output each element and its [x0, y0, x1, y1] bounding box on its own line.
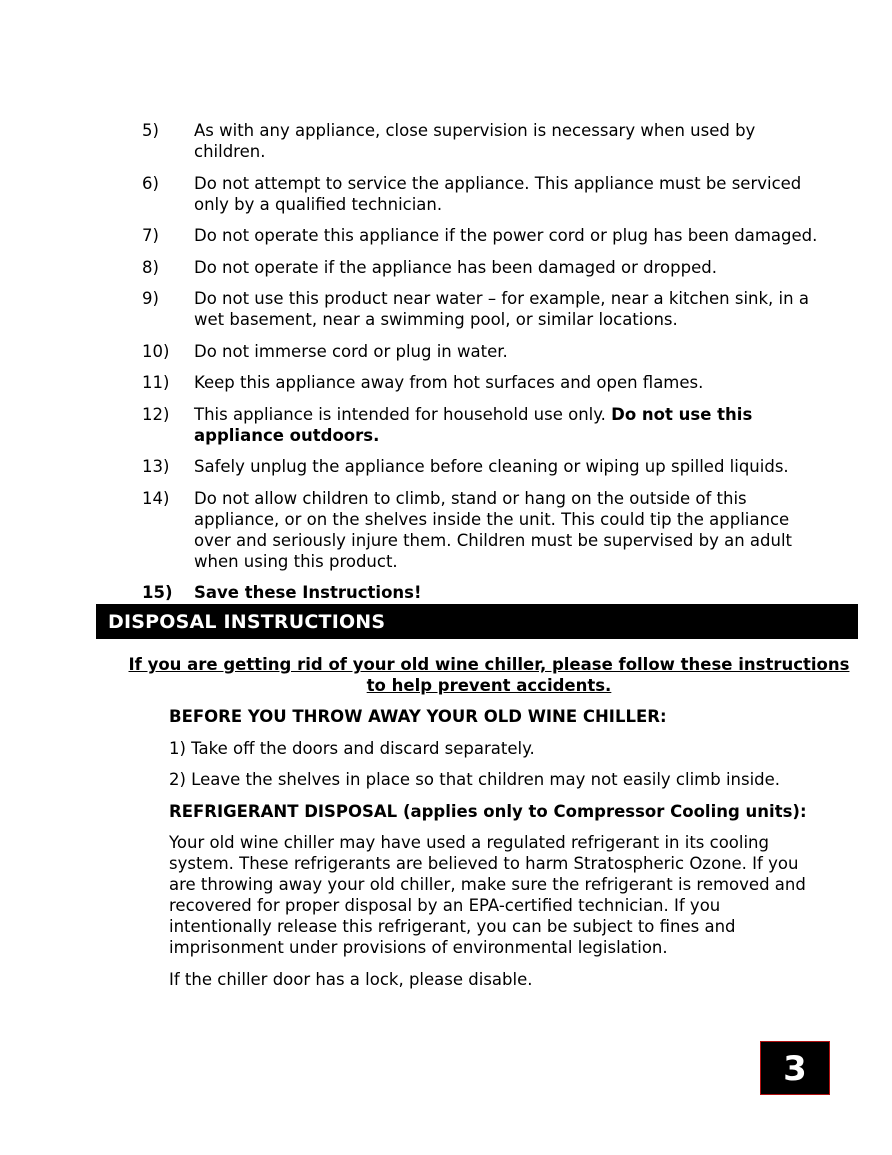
- item-text: Do not use this product near water – for example, near a kitchen sink, in a wet basement, near a swimming pool, or similar locations.: [194, 289, 809, 329]
- item-text-regular: This appliance is intended for household use only.: [194, 404, 612, 424]
- item-text: As with any appliance, close supervision is necessary when used by children.: [194, 121, 756, 161]
- item-text: Save these Instructions!: [194, 583, 422, 602]
- item-number: 14): [142, 488, 170, 508]
- disposal-step-2: 2) Leave the shelves in place so that children may not easily climb inside.: [169, 770, 781, 789]
- disposal-intro: If you are getting rid of your old wine chiller, please follow these instructions to help prevent accidents.: [128, 655, 850, 695]
- safety-instructions-list: [142, 120, 822, 614]
- item-number: 10): [142, 341, 170, 361]
- item-text: Do not immerse cord or plug in water.: [194, 341, 508, 361]
- disposal-body: [169, 706, 809, 1000]
- refrigerant-disposal-text: Your old wine chiller may have used a regulated refrigerant in its cooling system. These refrigerants are believed to harm Stratospheric Ozone. If you are throwing away your old chiller, make sure the refrigerant is removed and recovered for proper disposal by an EPA-certified technician. If you intentionally release this refrigerant, you can be subject to fines and imprisonment under provisions of environmental legislation.: [169, 833, 806, 957]
- item-text: Do not operate this appliance if the power cord or plug has been damaged.: [194, 226, 818, 245]
- list-item: [142, 120, 822, 162]
- item-text: Do not operate if the appliance has been damaged or dropped.: [194, 257, 717, 277]
- list-item: [142, 288, 822, 330]
- list-item: [142, 225, 822, 246]
- page-number: 3: [783, 1049, 807, 1089]
- before-throw-away-heading: BEFORE YOU THROW AWAY YOUR OLD WINE CHILLER:: [169, 707, 667, 726]
- refrigerant-disposal-heading: REFRIGERANT DISPOSAL (applies only to Compressor Cooling units):: [169, 801, 807, 821]
- section-header-bar: [96, 604, 858, 639]
- list-item: [142, 341, 822, 362]
- list-item: [142, 404, 822, 446]
- list-item: [142, 173, 822, 215]
- item-text: Do not allow children to climb, stand or hang on the outside of this appliance, or on the shelves inside the unit. This could tip the appliance over and seriously injure them. Children must be supervised by an adult when using this product.: [194, 488, 793, 571]
- item-text: Do not attempt to service the appliance. This appliance must be serviced only by a qualified technician.: [194, 173, 802, 214]
- list-item: [142, 488, 822, 572]
- item-number: 8): [142, 257, 159, 277]
- item-number: 6): [142, 173, 159, 193]
- item-text-bold-warning: Do not use this appliance outdoors.: [194, 404, 753, 445]
- item-number: 12): [142, 404, 170, 424]
- item-number: 7): [142, 226, 159, 245]
- door-lock-note: If the chiller door has a lock, please disable.: [169, 969, 533, 989]
- list-item: [142, 372, 822, 393]
- item-number: 9): [142, 289, 159, 308]
- list-item: [142, 582, 822, 603]
- list-item: [142, 257, 822, 278]
- item-number: 13): [142, 457, 170, 476]
- item-number: 5): [142, 121, 159, 140]
- disposal-step-1: 1) Take off the doors and discard separately.: [169, 738, 535, 758]
- section-title: DISPOSAL INSTRUCTIONS: [108, 611, 386, 633]
- item-number: 11): [142, 373, 170, 392]
- item-text: Safely unplug the appliance before cleaning or wiping up spilled liquids.: [194, 457, 789, 476]
- list-item: [142, 456, 822, 477]
- item-text: [194, 404, 822, 446]
- item-text: Keep this appliance away from hot surfaces and open flames.: [194, 373, 704, 392]
- item-number: 15): [142, 583, 173, 602]
- page-number-badge: [760, 1041, 830, 1095]
